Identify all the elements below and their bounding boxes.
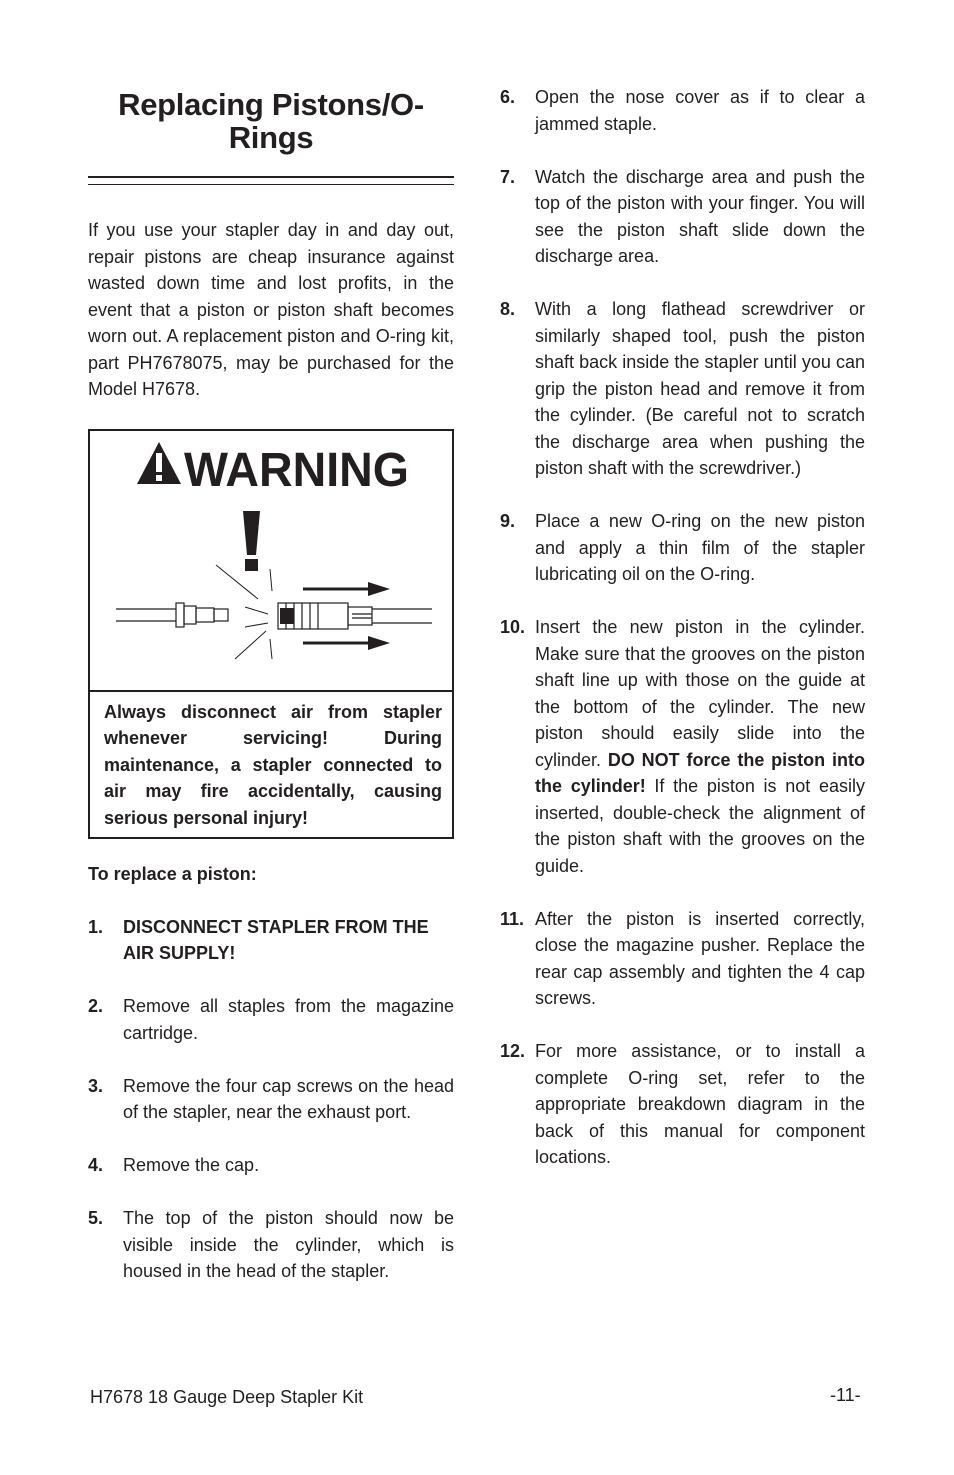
coupler-socket-icon [278,603,432,629]
step-text: Place a new O-ring on the new piston and apply a thin film of the stapler lubricating oil on the O-ring. [535,511,865,584]
list-item [500,906,865,1012]
list-item [88,1152,454,1179]
right-column [500,84,865,1171]
list-item [88,1205,454,1285]
step-number: 3. [88,1075,104,1096]
arrow-right-icon [303,582,390,596]
warning-triangle-icon [137,442,181,484]
warning-text: Always disconnect air from stapler whenever servicing! During maintenance, a stapler connected to air may fire accidentally, causing serious personal injury! [104,701,442,828]
list-item [500,508,865,588]
coupler-dark-band [280,608,294,624]
step-text-before: Insert the new piston in the cylinder. Make sure that the grooves on the piston shaft line up with those on the guide at the bottom of the cylinder. The new piston should easily slide into the cylinder. [535,617,865,770]
step-text: Open the nose cover as if to clear a jammed staple. [535,87,865,134]
intro-paragraph: If you use your stapler day in and day out, repair pistons are cheap insurance against wasted down time and lost profits, in the event that a piston or piston shaft becomes worn out. A replacement piston and O-ring kit, part PH7678075, may be purchased for the Model H7678. [88,220,454,399]
page-title: Replacing Pistons/O-Rings [118,87,424,155]
burst-lines-icon [216,565,272,659]
steps-left-list [88,914,454,1285]
step-number: 5. [88,1208,104,1228]
list-item [500,164,865,270]
steps-right-list [500,84,865,1171]
step-text: Remove the four cap screws on the head of the stapler, near the exhaust port. [123,1075,454,1122]
arrow-right-icon-lower [303,636,390,650]
step-text: The top of the piston should now be visible inside the cylinder, which is housed in the head of the stapler. [123,1208,454,1281]
list-item [500,1038,865,1171]
step-text: Remove all staples from the magazine cartridge. [123,996,454,1043]
list-item [500,296,865,482]
step-number: 6. [500,87,516,107]
step-text: Watch the discharge area and push the top of the piston with your finger. You will see the piston shaft slide down the discharge area. [535,166,865,266]
list-item [500,84,865,137]
air-hose-disconnect-illustration [90,431,452,690]
step-text: For more assistance, or to install a complete O-ring set, refer to the appropriate breakdown diagram in the back of this manual for component locations. [535,1041,865,1167]
page-number: -11- [830,1385,861,1405]
left-column [88,84,454,1285]
step-text: DISCONNECT STAPLER FROM THE AIR SUPPLY! [123,916,429,963]
footer-model-name: H7678 18 Gauge Deep Stapler Kit [90,1387,364,1407]
list-item [88,914,454,967]
step-number: 7. [500,166,516,187]
title-rule [88,176,454,185]
step-number: 2. [88,996,104,1016]
list-item [88,993,454,1046]
list-item [88,1073,454,1126]
hose-plug-icon [116,603,228,627]
step-text: Remove the cap. [123,1155,260,1175]
step-number: 8. [500,299,516,319]
step-number: 4. [88,1155,104,1175]
step-number: 10. [500,617,526,637]
step-text: After the piston is inserted correctly, close the magazine pusher. Replace the rear cap assembly and tighten the 4 cap screws. [535,908,865,1008]
step-text-after: If the piston is not easily inserted, double-check the alignment of the piston shaft with the grooves on the guide. [535,776,865,876]
step-number: 1. [88,916,104,937]
warning-box [88,429,454,840]
warning-graphic [90,431,452,692]
list-item [500,614,865,879]
step-text [535,614,865,879]
step-number: 11. [500,908,525,929]
step-text-bold: DO NOT force the piston into the cylinder! [535,749,865,796]
exclamation-icon [243,511,260,571]
procedure-heading: To replace a piston: [88,864,257,884]
step-number: 9. [500,511,516,531]
step-number: 12. [500,1041,526,1061]
warning-label: WARNING [184,443,409,497]
step-text: With a long flathead screwdriver or similarly shaped tool, push the piston shaft back inside the stapler until you can grip the piston head and remove it from the cylinder. (Be careful not to scratch the discharge area when pushing the piston shaft with the screwdriver.) [535,299,865,478]
